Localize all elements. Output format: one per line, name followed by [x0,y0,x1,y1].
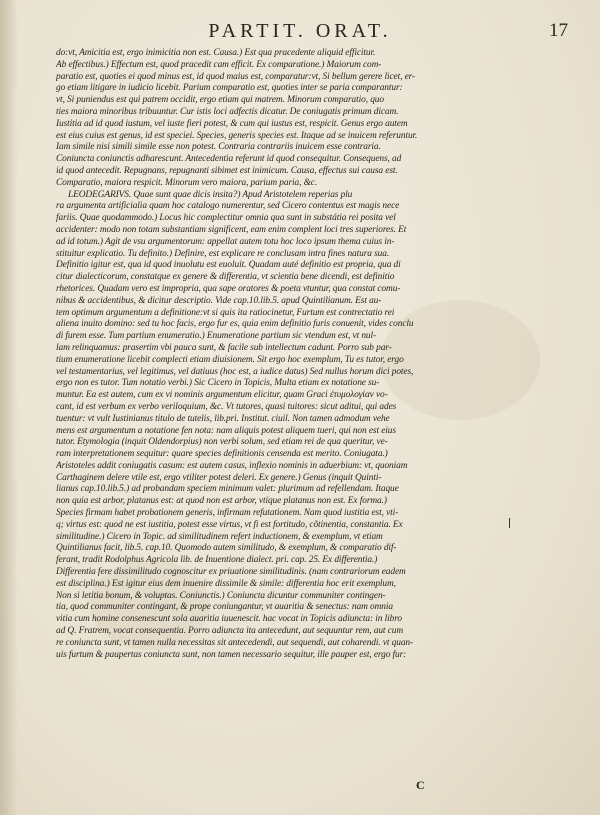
text-line: Differentia fere dissimilitudo cognoscitur ex priuatione similitudinis. (nam contrariorum eadem [56,567,406,578]
text-line: Aristoteles addit coniugatis casum: est autem casus, inflexio nominis in aduerbium: vt, quoniam [56,460,408,471]
text-line: tium enumeratione licebit complecti etiam diuisionem. Sit ergo hoc exemplum, Tu es tutor, ergo [56,354,404,365]
text-line: Comparatio, maiora respicit. Minorum vero maiora, parium paria, &c. [56,177,318,188]
text-line: lam relinquamus: prasertim vbi pauca sunt, & facile sub intellectum cadunt. Porro sub par- [56,342,392,353]
text-line: Non si letitia bonum, & voluptas. Coniunctis.) Coniuncta dicuntur communiter contingen- [56,590,386,601]
page-number: 17 [549,20,568,41]
text-line: do:vt, Amicitia est, ergo inimicitia non est. Causa.) Est qua pracedente aliquid efficitur. [56,48,376,58]
text-line: nibus & accidentibus, & dicitur descriptio. Vide cap.10.lib.5. apud Quintilianum. Est au- [56,295,382,306]
text-line: Ab effectibus.) Effectum est, quod pracedit cam efficit. Ex comparatione.) Maiorum com- [56,59,382,70]
text-line: fariis. Quae quodammodo.) Locus hic complectitur omnia qua sunt in substátia rei posita vel [56,213,396,224]
margin-mark [509,518,510,528]
text-line: tem optimum argumentum a definitione:vt si quis ita ratiocinetur, Furtum est contrectatio rei [56,307,395,318]
text-line: accidenter: modo non totam substantiam significent, eam enim complent loci tres superiores. Et [56,224,407,235]
text-line: ferant, tradit Rodolphus Agricola lib. de Inuentione dialect. pri. cap. 25. Ex differentia.) [56,555,378,566]
text-line: Definitio igitur est, qua id quod inuolutu est euoluit. Quadam auté definitio est propria, qua di [56,260,401,271]
text-line: est disciplina.) Est igitur eius dem inuenire dissimile & simile: differentia hoc erit exemplum, [56,578,396,589]
text-line: Carthaginem delere vtile est, ergo vtiliter potest deleri. Ex genere.) Genus (inquit Quinti- [56,472,382,483]
text-line: go etiam litigare in iudicio licebit. Parium comparatio est, quoties inter se paria comparantur: [56,83,403,94]
signature-mark: C [416,778,425,792]
text-line: ergo non es tutor. Tum notatio verbi.) Sic Cicero in Topicis, Multa etiam ex notatione su- [56,378,380,389]
text-line: vitia cum homine consenescunt sola auaritia iuuenescit. hac vocat in Topicis adiuncta: in libro [56,614,403,625]
text-line: ra argumenta artificialia quam hoc catalogo numerentur, sed Cicero contentus est magis nece [56,201,400,212]
body-text [56,48,576,661]
text-line: id quod antecedit. Repugnans, repugnanti sibimet est inimicum. Causa, effectus sui causa est. [56,165,398,176]
text-line: cant, id est verbum ex verbo veriloquium, &c. Vt tutores, quasi tuitores: sicut aditui, qui ades [56,401,397,412]
text-line: ad Q. Fratrem, vocat consequentia. Porro adiuncta ita antecedunt, aut sequuntur rem, aut cum [56,626,403,637]
text-line: lianus cap.10.lib.5.) ad probandam speciem minimum valet: plurimum ad refellendam. Itaque [56,484,399,495]
text-line: tutor. Etymologia (inquit Oldendorpius) non verbi solum, sed etiam rei de qua queritur, ve- [56,437,388,448]
running-head: PARTIT. ORAT. [208,20,392,42]
page-header [0,20,600,44]
text-line: tia, quod communiter contingant, & prope coniungantur, vt auaritia & senectus: nam omnia [56,602,393,613]
text-line: ties maiora minoribus tribuuntur. Cur istis loci adfectis dicatur. De coniugatis primum dicam. [56,106,399,117]
text-line: LEODEGARIVS. Quae sunt quae dicis insita?) Apud Aristotelem reperias plu [68,189,353,200]
text-line: mens est argumentum a notatione fen nota: nam aliquis potest aliquem tueri, qui non est eius [56,425,396,436]
page-gutter-shadow [0,0,18,815]
text-line: di furem esse. Tum partium enumeratio.) Enumeratione partium sic vtendum est, vt nul- [56,331,377,342]
text-line: re coniuncta sunt, vt tamen nulla necessitas sit antecedendi, aut sequendi, aut coharendi. vt quan- [56,637,414,648]
text-line: tuentur: vt vult Iustinianus titulo de tutelis, lib.pri. Institut. ciuil. Non tamen admodum vehe [56,413,390,424]
text-line: muntur. Ea est autem, cum ex vi nominis argumentum elicitur, quam Graci ἐτυμολογίαν vo- [56,390,388,401]
text-line: est eius cuius est genus, id est speciei. Species, generis species est. Itaque ad se inuicem referuntur. [56,130,418,141]
text-line: non quia est arbor, platanus est: at quod non est arbor, vtique platanus non est. Ex forma.) [56,496,387,507]
text-line: Coniuncta coniunctis adharescunt. Antecedentia referunt id quod consequitur. Consequens, ad [56,154,402,165]
text-line: ad id totum.) Agit de vsu argumentorum: appellat autem totu hoc loco ipsum thema cuius in- [56,236,395,247]
text-line: Species firmam habet probationem generis, infirmam refutationem. Nam quod iustitia est, vti- [56,508,399,519]
text-line: citur dialecticorum, constatque ex genere & differentia, vt scientia bene dicendi, est definitio [56,272,395,283]
text-line: vel testamentarius, vel legitimus, vel datiuus (hoc est, a iudice datus) Sed nullus horum dici potes, [56,366,414,377]
text-line: ram interpretationem sequitur: quare species definitionis censenda est merito. Coniugata.) [56,449,388,460]
text-line: Iustitia ad id quod iustum, vel iuste fieri potest, & cum qui iustus est, respicit. Genus ergo autem [56,118,408,129]
text-line: q; virtus est: quod ne est iustitia, potest esse virtus, vt fi est fortitudo, cõtinentia, constantia. Ex [56,519,403,530]
text-line: aliena inuito domino: sed tu hoc facis, ergo fur es, quia enim definitio furis conuenit, vides conclu [56,319,414,330]
text-line: Iam simile nisi simili simile esse non potest. Contraria contrariis inuicem esse contraria. [56,142,381,153]
text-line: Quintilianus facit, lib.5. cap.10. Quomodo autem similitudo, & exemplum, & comparatio dif- [56,543,397,554]
text-line: vt, Si puniendus est qui patrem occidit, ergo etiam qui matrem. Minorum comparatio, quo [56,95,384,106]
text-line: uis furtum & paupertas coniuncta sunt, non tamen necessario sequitur, ille pauper est, ergo fur: [56,649,407,660]
text-line: stituitur explicatio. Tu definito.) Definire, est explicare re conclusam intra fines natura sua. [56,248,390,259]
text-line: rhetorices. Quadam vero est impropria, qua sape oratores & poeta vtuntur, qua constat comu- [56,283,401,294]
text-line: similitudine.) Cicero in Topic. ad similitudinem refert inductionem, & exemplum, vt etiam [56,531,383,542]
text-line: paratio est, quoties ei quod minus est, id quod maius est, comparatur:vt, Si bellum gerere licet, er- [56,71,416,82]
